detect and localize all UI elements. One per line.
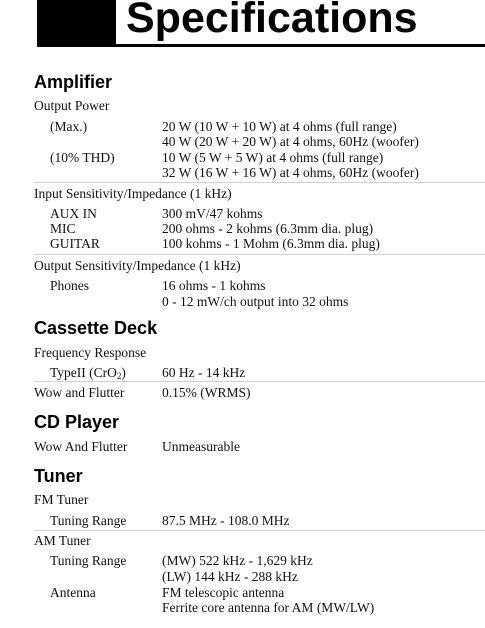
input-mic-label: MIC	[50, 221, 76, 236]
output-power-thd-value-2: 32 W (16 W + 16 W) at 4 ohms, 60Hz (woofer)	[162, 165, 419, 180]
am-tuning-range-label: Tuning Range	[50, 553, 127, 568]
output-sensitivity-label: Output Sensitivity/Impedance (1 kHz)	[34, 258, 241, 273]
cassette-wow-value: 0.15% (WRMS)	[162, 385, 251, 400]
am-tuning-range-value-lw: (LW) 144 kHz - 288 kHz	[162, 569, 298, 584]
cd-wow-label: Wow And Flutter	[34, 439, 128, 454]
output-power-thd-value-1: 10 W (5 W + 5 W) at 4 ohms (full range)	[162, 150, 384, 165]
section-heading-cassette: Cassette Deck	[34, 318, 158, 338]
output-power-label: Output Power	[34, 98, 110, 113]
divider	[34, 254, 485, 255]
phones-value-1: 16 ohms - 1 kohms	[162, 278, 266, 293]
input-sensitivity-label: Input Sensitivity/Impedance (1 kHz)	[34, 186, 232, 201]
cd-wow-value: Unmeasurable	[162, 439, 240, 454]
fm-tuning-range-value: 87.5 MHz - 108.0 MHz	[162, 513, 290, 528]
section-heading-cd: CD Player	[34, 412, 120, 432]
section-heading-amplifier: Amplifier	[34, 72, 113, 92]
section-heading-tuner: Tuner	[34, 466, 83, 486]
am-tuning-range-value-mw: (MW) 522 kHz - 1,629 kHz	[162, 553, 313, 568]
input-guitar-value: 100 kohms - 1 Mohm (6.3mm dia. plug)	[162, 236, 380, 251]
output-power-max-value-2: 40 W (20 W + 20 W) at 4 ohms, 60Hz (woofer)	[162, 134, 419, 149]
phones-value-2: 0 - 12 mW/ch output into 32 ohms	[162, 294, 349, 309]
fm-tuning-range-label: Tuning Range	[50, 513, 127, 528]
frequency-response-label: Frequency Response	[34, 345, 147, 360]
phones-label: Phones	[50, 278, 90, 293]
output-power-max-label: (Max.)	[50, 119, 88, 134]
tape-type-value: 60 Hz - 14 kHz	[162, 365, 246, 380]
antenna-value-fm: FM telescopic antenna	[162, 585, 285, 600]
output-power-thd-label: (10% THD)	[50, 150, 115, 165]
input-mic-value: 200 ohms - 2 kohms (6.3mm dia. plug)	[162, 221, 374, 236]
antenna-label: Antenna	[50, 585, 96, 600]
antenna-value-am: Ferrite core antenna for AM (MW/LW)	[162, 600, 375, 615]
divider	[34, 182, 485, 183]
fm-tuner-label: FM Tuner	[34, 492, 89, 507]
input-guitar-label: GUITAR	[50, 236, 100, 251]
output-power-max-value-1: 20 W (10 W + 10 W) at 4 ohms (full range)	[162, 119, 397, 134]
am-tuner-label: AM Tuner	[34, 533, 91, 548]
cassette-wow-label: Wow and Flutter	[34, 385, 125, 400]
divider	[34, 530, 485, 531]
tape-type-label: TypeII (CrO$_2$)	[50, 365, 126, 381]
page-title: Specifications	[126, 0, 418, 42]
input-aux-value: 300 mV/47 kohms	[162, 206, 263, 221]
input-aux-label: AUX IN	[50, 206, 97, 221]
divider	[34, 381, 485, 382]
